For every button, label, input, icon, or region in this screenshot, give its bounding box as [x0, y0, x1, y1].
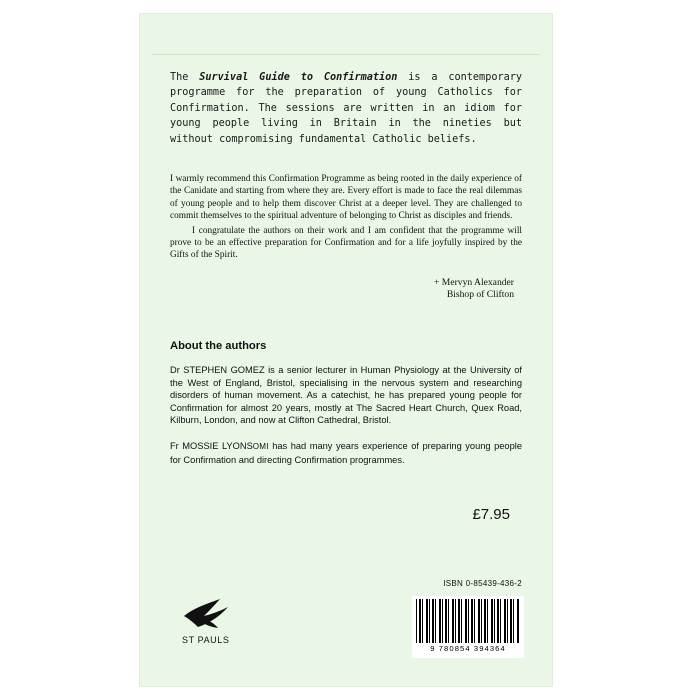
- about-authors-heading: About the authors: [170, 340, 267, 353]
- publisher-name: ST PAULS: [182, 635, 230, 645]
- author-2-name: Fr MOSSIE LYONS: [170, 441, 253, 452]
- author-2-suffix: OMI: [252, 442, 269, 452]
- signature-name: + Mervyn Alexander: [433, 276, 514, 288]
- price-label: £7.95: [472, 506, 510, 523]
- blurb-lead: The: [170, 72, 200, 83]
- author-2-text: has had many years experience of preparing young people for Confirmation and directing Confirmation programmes.: [170, 441, 523, 465]
- endorsement-block: [170, 173, 522, 262]
- endorsement-paragraph-1: I warmly recommend this Confirmation Programme as being rooted in the daily experience of the Canidate and starting from where they are. Every effort is made to face the real dilemmas of young people and to help them discover Christ at a deeper level. They are challenged to commit themselves to the spiritual adventure of belonging to Christ as disciples and friends.: [170, 174, 522, 222]
- top-divider: [152, 54, 540, 55]
- endorsement-signature: [170, 277, 522, 302]
- author-1-text: is a senior lecturer in Human Physiology at the University of the West of England, Bristol, specialising in the nervous system and researching disorders of human movement. As a catechist, he has prepared young people for Confirmation for almost 20 years, mostly at The Sacred Heart Church, Quex Road, Kilburn, London, and now at Clifton Cathedral, Bristol.: [170, 365, 522, 426]
- blurb-paragraph: [170, 70, 522, 147]
- cover-content: [170, 70, 522, 466]
- blurb-rest: is a contemporary programme for the preparation of young Catholics for Confirmation. The sessions are written in an idiom for young people living in Britain in the nineties but without compromising fundamental Catholic beliefs.: [170, 72, 522, 145]
- barcode-digits: 9 780854 394364: [430, 644, 506, 653]
- barcode-bars: [416, 599, 520, 643]
- book-title: Survival Guide to Confirmation: [199, 72, 398, 83]
- signature-title: Bishop of Clifton: [446, 289, 514, 301]
- about-authors-body: [170, 364, 522, 466]
- author-1-paragraph: [170, 364, 522, 427]
- publisher-logo: [182, 596, 278, 645]
- barcode: [412, 596, 524, 658]
- author-1-name: Dr STEPHEN GOMEZ: [170, 365, 265, 376]
- endorsement-paragraph-2: I congratulate the authors on their work and I am confident that the programme will prove to be an effective preparation for Confirmation and for a life joyfully inspired by the Gifts of the Spirit.: [170, 225, 522, 261]
- st-pauls-dove-icon: [182, 596, 238, 630]
- book-back-cover: [140, 14, 552, 686]
- author-2-paragraph: [170, 440, 522, 466]
- isbn-label: ISBN 0-85439-436-2: [443, 579, 522, 588]
